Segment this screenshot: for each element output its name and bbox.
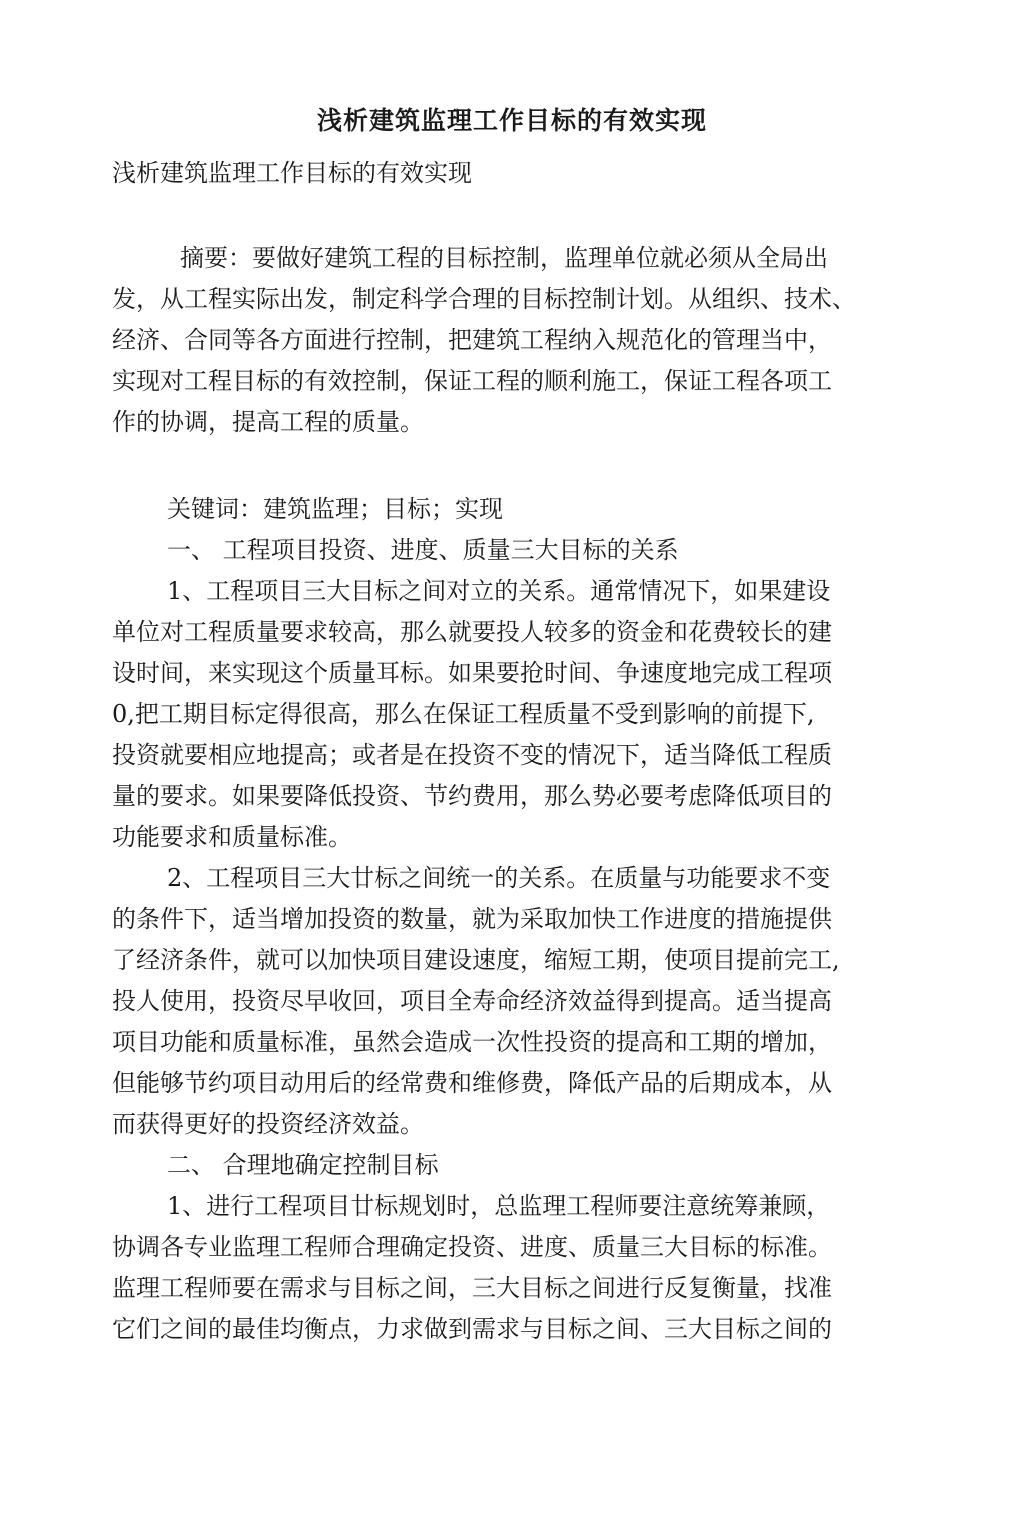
- paragraph-line: 投人使用，投资尽早收回，项目全寿命经济效益得到提高。适当提高: [112, 987, 832, 1015]
- paragraph-line: 项目功能和质量标准，虽然会造成一次性投资的提高和工期的增加，: [112, 1028, 832, 1056]
- abstract-line: 实现对工程目标的有效控制，保证工程的顺利施工，保证工程各项工: [112, 367, 832, 395]
- document-subtitle: 浅析建筑监理工作目标的有效实现: [112, 159, 472, 187]
- paragraph-line: 了经济条件，就可以加快项目建设速度，缩短工期，使项目提前完工,: [112, 946, 840, 974]
- abstract-line: 发，从工程实际出发，制定科学合理的目标控制计划。从组织、技术、: [112, 285, 856, 313]
- body-section: [112, 489, 872, 1350]
- document-title: 浅析建筑监理工作目标的有效实现: [316, 106, 707, 135]
- paragraph-line: 功能要求和质量标准。: [112, 823, 352, 851]
- paragraph-line: 协调各专业监理工程师合理确定投资、进度、质量三大目标的标准。: [112, 1233, 832, 1261]
- paragraph-line: 的条件下，适当增加投资的数量，就为采取加快工作进度的措施提供: [112, 905, 832, 933]
- abstract-line: 摘要：要做好建筑工程的目标控制，监理单位就必须从全局出: [180, 244, 828, 272]
- keywords: 关键词：建筑监理；目标；实现: [167, 495, 503, 523]
- section-heading: 一、 工程项目投资、进度、质量三大目标的关系: [167, 536, 679, 564]
- paragraph-line: 量的要求。如果要降低投资、节约费用，那么势必要考虑降低项目的: [112, 782, 832, 810]
- paragraph-line: 单位对工程质量要求较高，那么就要投人较多的资金和花费较长的建: [112, 618, 832, 646]
- paragraph-line: 1、进行工程项目廿标规划时，总监理工程师要注意统筹兼顾，: [167, 1192, 831, 1220]
- abstract-line: 经济、合同等各方面进行控制，把建筑工程纳入规范化的管理当中，: [112, 326, 832, 354]
- paragraph-line: 1、工程项目三大目标之间对立的关系。通常情况下，如果建设: [167, 577, 831, 605]
- paragraph-line: 0,把工期目标定得很高，那么在保证工程质量不受到影响的前提下,: [112, 700, 815, 728]
- section-heading: 二、 合理地确定控制目标: [167, 1151, 439, 1179]
- paragraph-line: 而获得更好的投资经济效益。: [112, 1110, 424, 1138]
- paragraph-line: 监理工程师要在需求与目标之间，三大目标之间进行反复衡量，找准: [112, 1274, 832, 1302]
- paragraph-line: 设时间，来实现这个质量耳标。如果要抢时间、争速度地完成工程项: [112, 659, 832, 687]
- abstract-paragraph: [112, 238, 872, 443]
- paragraph-line: 它们之间的最佳均衡点，力求做到需求与目标之间、三大目标之间的: [112, 1315, 832, 1343]
- paragraph-line: 投资就要相应地提高；或者是在投资不变的情况下，适当降低工程质: [112, 741, 832, 769]
- paragraph-line: 但能够节约项目动用后的经常费和维修费，降低产品的后期成本，从: [112, 1069, 832, 1097]
- paragraph-line: 2、工程项目三大廿标之间统一的关系。在质量与功能要求不变: [167, 864, 831, 892]
- abstract-line: 作的协调，提高工程的质量。: [112, 408, 424, 436]
